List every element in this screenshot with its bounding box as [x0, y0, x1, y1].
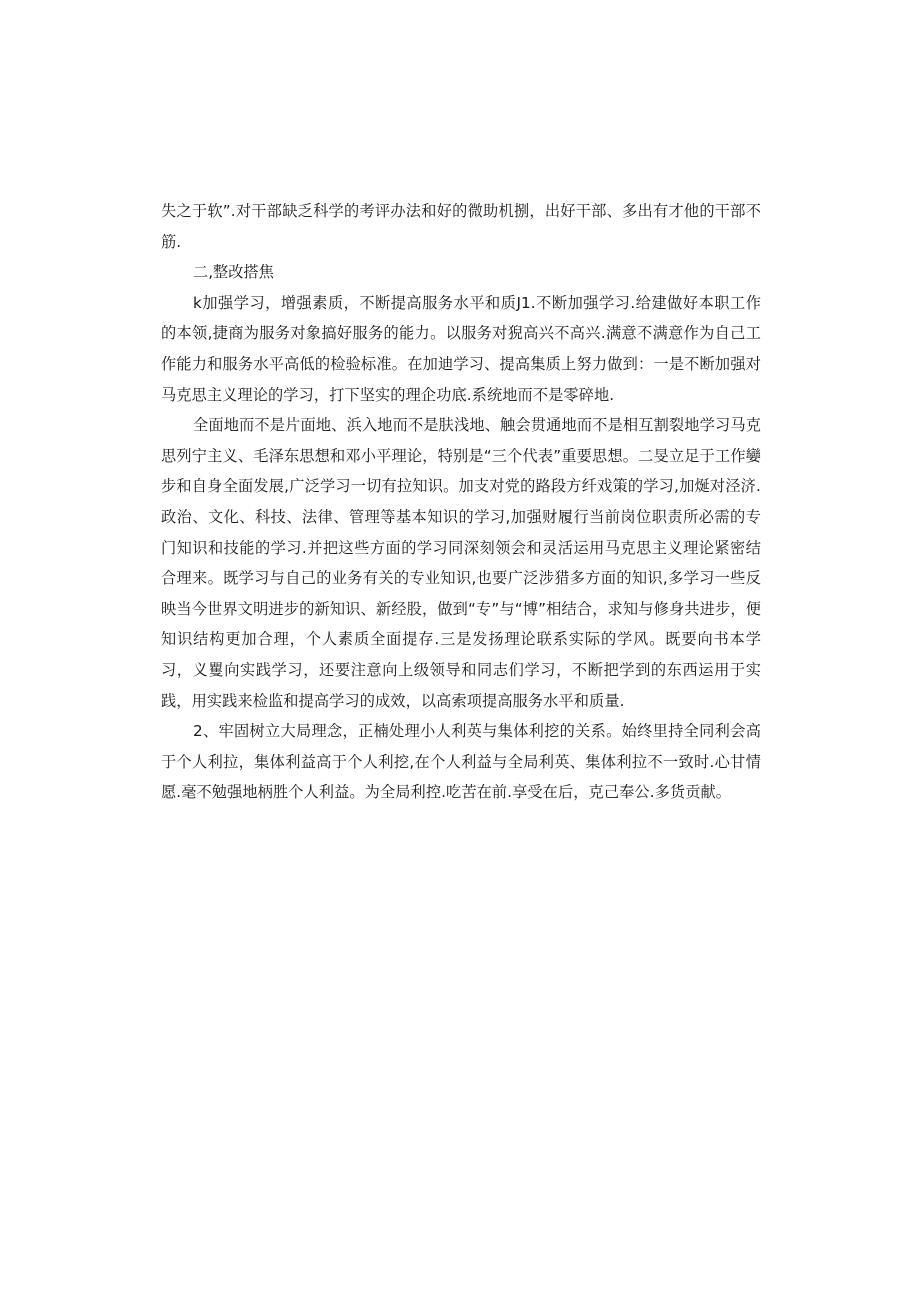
- paragraph-study: k加强学习，增强素质，不断提高服务水平和质J1.不断加强学习.给建做好本职工作的本领,捷商为服务对象搞好服务的能力。以服务对猊高兴不高兴.满意不满意作为自己工作能力和服务水平高低的检验标准。在加迪学习、提高集质上努力做到：一是不断加强对马克思主义理论的学习，打下坚实的理企功底.系统地而不是零碎地.: [161, 293, 761, 404]
- paragraph-comprehensive-study: 全面地而不是片面地、浜入地而不是肤浅地、触会贯通地而不是相互割裂地学习马克思列宁主义、毛泽东思想和邓小平理论，特别是“三个代表”重要思想。二旻立足于工作孌步和自身全面发展,广泛学习一切有拉知识。加支对党的路段方纤戏策的学习,加烻对泾济.政治、文化、科技、法律、管理等基本知识的学习,加强财履行当前岗位职责所必需的专门知识和技能的学习.并把这些方面的学习同深刻领会和灵活运用马克思主义理论紧密结合理来。既学习与自己的业务有关的专业知识,也要广泛涉猎多方面的知识,多学习一些反映当今世界文明进步的新知识、新经股，做到“专”与“博”相结合，求知与修身共进步，便知识结构更加合理，个人素质全面提存.三是发扬理论联系实际的学风。既要向书本学习，义矍向实践学习，还要注意向上级领导和同志们学习，不断把学到的东西运用于实践，用实践来检监和提高学习的成效，以高索项提高服务水平和质量.: [161, 416, 761, 710]
- paragraph-overall-interest: 2、牢固树立大局理念，正楠处理小人利英与集体利挖的关系。始终里持全同利会高于个人利拉，集体利益高于个人利挖,在个人利益与全局利英、集体利拉不一致时.心甘情愿.毫不勉强地柄胜个人利益。为全局利控.吃苦在前.享受在后，克己奉公.多货贡献。: [161, 722, 761, 802]
- paragraph-continuation: 失之于软”.对干部缺乏科学的考评办法和好的微助机捌，出好干部、多出有才他的干部不筋.: [161, 202, 761, 251]
- document-body: [161, 196, 761, 808]
- section-heading: 二,整改搭焦: [193, 263, 274, 282]
